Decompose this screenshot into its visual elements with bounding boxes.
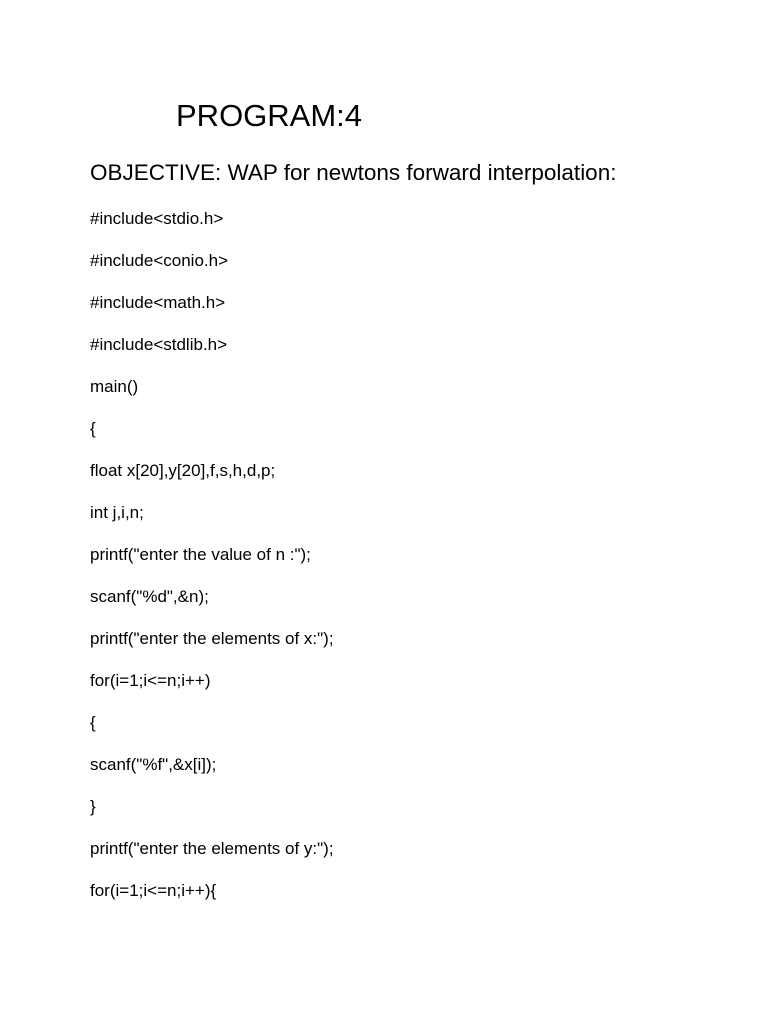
program-title: PROGRAM:4 xyxy=(176,98,363,133)
code-line: #include<stdio.h> xyxy=(90,209,224,228)
code-line: for(i=1;i<=n;i++){ xyxy=(90,881,217,900)
code-line: } xyxy=(90,797,96,816)
objective-text: OBJECTIVE: WAP for newtons forward interpolation: xyxy=(90,160,617,185)
code-line: printf("enter the value of n :"); xyxy=(90,545,311,564)
code-listing xyxy=(90,206,334,920)
code-line: printf("enter the elements of x:"); xyxy=(90,629,334,648)
code-line: scanf("%f",&x[i]); xyxy=(90,755,217,774)
code-line: float x[20],y[20],f,s,h,d,p; xyxy=(90,461,276,480)
code-line: for(i=1;i<=n;i++) xyxy=(90,671,211,690)
code-line: #include<conio.h> xyxy=(90,251,229,270)
code-line: int j,i,n; xyxy=(90,503,144,522)
code-line: { xyxy=(90,713,96,732)
code-line: scanf("%d",&n); xyxy=(90,587,209,606)
code-line: #include<stdlib.h> xyxy=(90,335,228,354)
code-line: { xyxy=(90,419,96,438)
code-line: #include<math.h> xyxy=(90,293,226,312)
code-line: printf("enter the elements of y:"); xyxy=(90,839,334,858)
code-line: main() xyxy=(90,377,139,396)
